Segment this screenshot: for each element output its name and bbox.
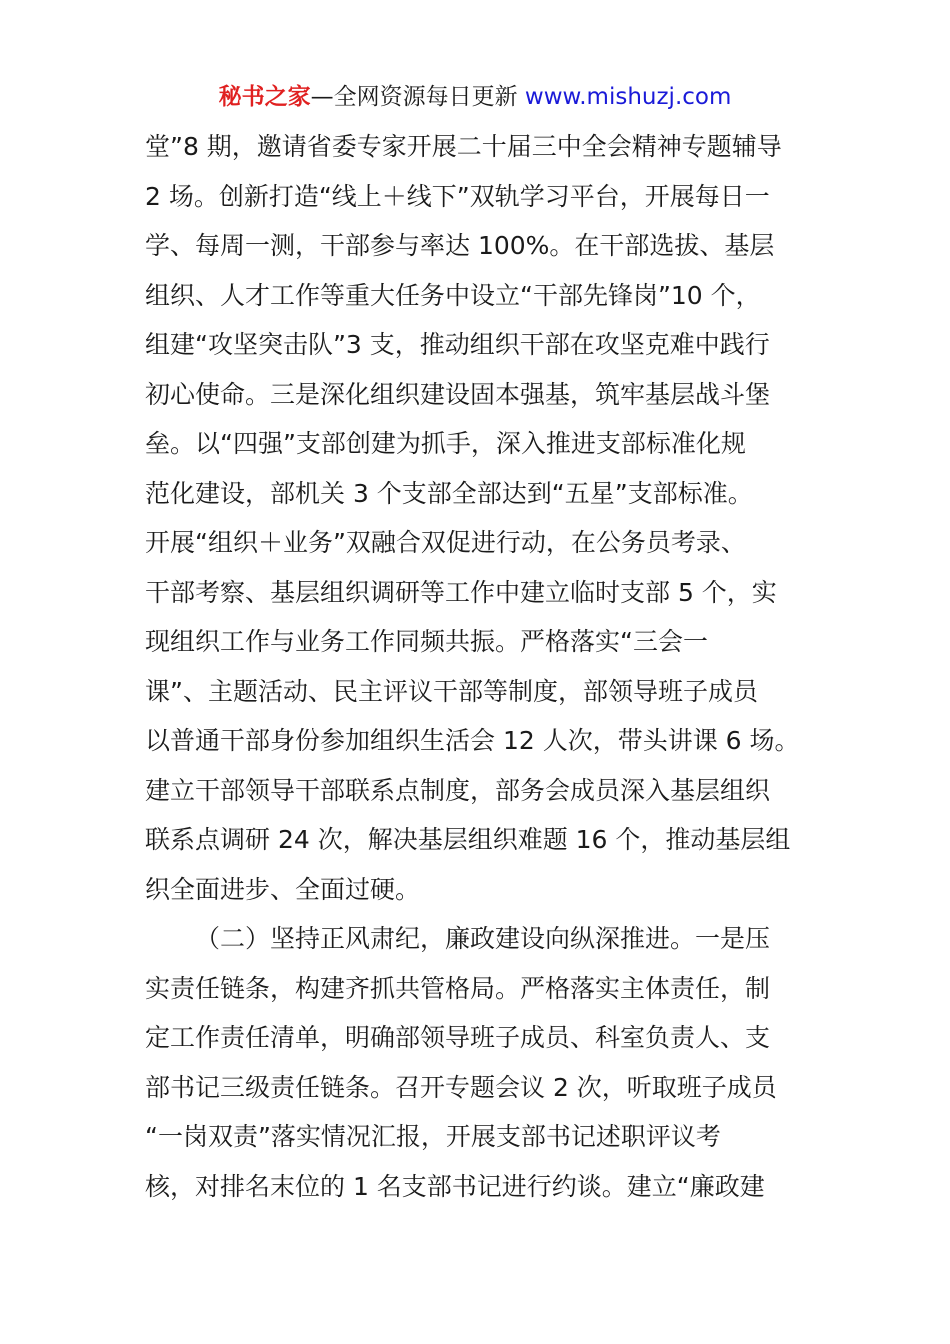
text-line: 堂”8 期，邀请省委专家开展二十届三中全会精神专题辅导 bbox=[145, 132, 782, 161]
text-line: 垒。以“四强”支部创建为抓手，深入推进支部标准化规 bbox=[145, 429, 746, 458]
text-line: 核，对排名末位的 1 名支部书记进行约谈。建立“廉政建 bbox=[145, 1171, 765, 1201]
text-line: 干部考察、基层组织调研等工作中建立临时支部 5 个，实 bbox=[145, 577, 777, 607]
text-line: 织全面进步、全面过硬。 bbox=[145, 874, 421, 904]
text-line: 以普通干部身份参加组织生活会 12 人次，带头讲课 6 场。 bbox=[145, 726, 800, 755]
text-line: “一岗双责”落实情况汇报，开展支部书记述职评议考 bbox=[145, 1122, 721, 1151]
text-line: 现组织工作与业务工作同频共振。严格落实“三会一 bbox=[145, 627, 708, 656]
text-line: 范化建设，部机关 3 个支部全部达到“五星”支部标准。 bbox=[145, 478, 753, 508]
text-line: 定工作责任清单，明确部领导班子成员、科室负责人、支 bbox=[145, 1023, 771, 1052]
text-line: 部书记三级责任链条。召开专题会议 2 次，听取班子成员 bbox=[145, 1072, 777, 1102]
text-line: 课”、主题活动、民主评议干部等制度，部领导班子成员 bbox=[145, 676, 758, 706]
text-line: 组织、人才工作等重大任务中设立“干部先锋岗”10 个， bbox=[145, 280, 761, 310]
site-header bbox=[0, 82, 950, 112]
text-line: 建立干部领导干部联系点制度，部务会成员深入基层组织 bbox=[145, 775, 771, 805]
text-line: 组建“攻坚突击队”3 支，推动组织干部在攻坚克难中践行 bbox=[145, 330, 770, 359]
site-brand: 秘书之家 bbox=[218, 84, 311, 110]
text-line: 联系点调研 24 次，解决基层组织难题 16 个，推动基层组 bbox=[145, 825, 791, 854]
text-line: 学、每周一测，干部参与率达 100%。在干部选拔、基层 bbox=[145, 231, 775, 260]
document-body bbox=[145, 128, 810, 1217]
text-line: 初心使命。三是深化组织建设固本强基，筑牢基层战斗堡 bbox=[145, 379, 771, 409]
site-url-link[interactable]: www.mishuzj.com bbox=[524, 84, 732, 110]
text-line: 2 场。创新打造“线上＋线下”双轨学习平台，开展每日一 bbox=[145, 181, 770, 211]
text-line: 实责任链条，构建齐抓共管格局。严格落实主体责任，制 bbox=[145, 973, 771, 1003]
site-tagline: —全网资源每日更新 bbox=[310, 84, 525, 110]
paragraph-start-line: （二）坚持正风肃纪，廉政建设向纵深推进。一是压 bbox=[195, 924, 771, 953]
text-line: 开展“组织＋业务”双融合双促进行动，在公务员考录、 bbox=[145, 528, 746, 557]
